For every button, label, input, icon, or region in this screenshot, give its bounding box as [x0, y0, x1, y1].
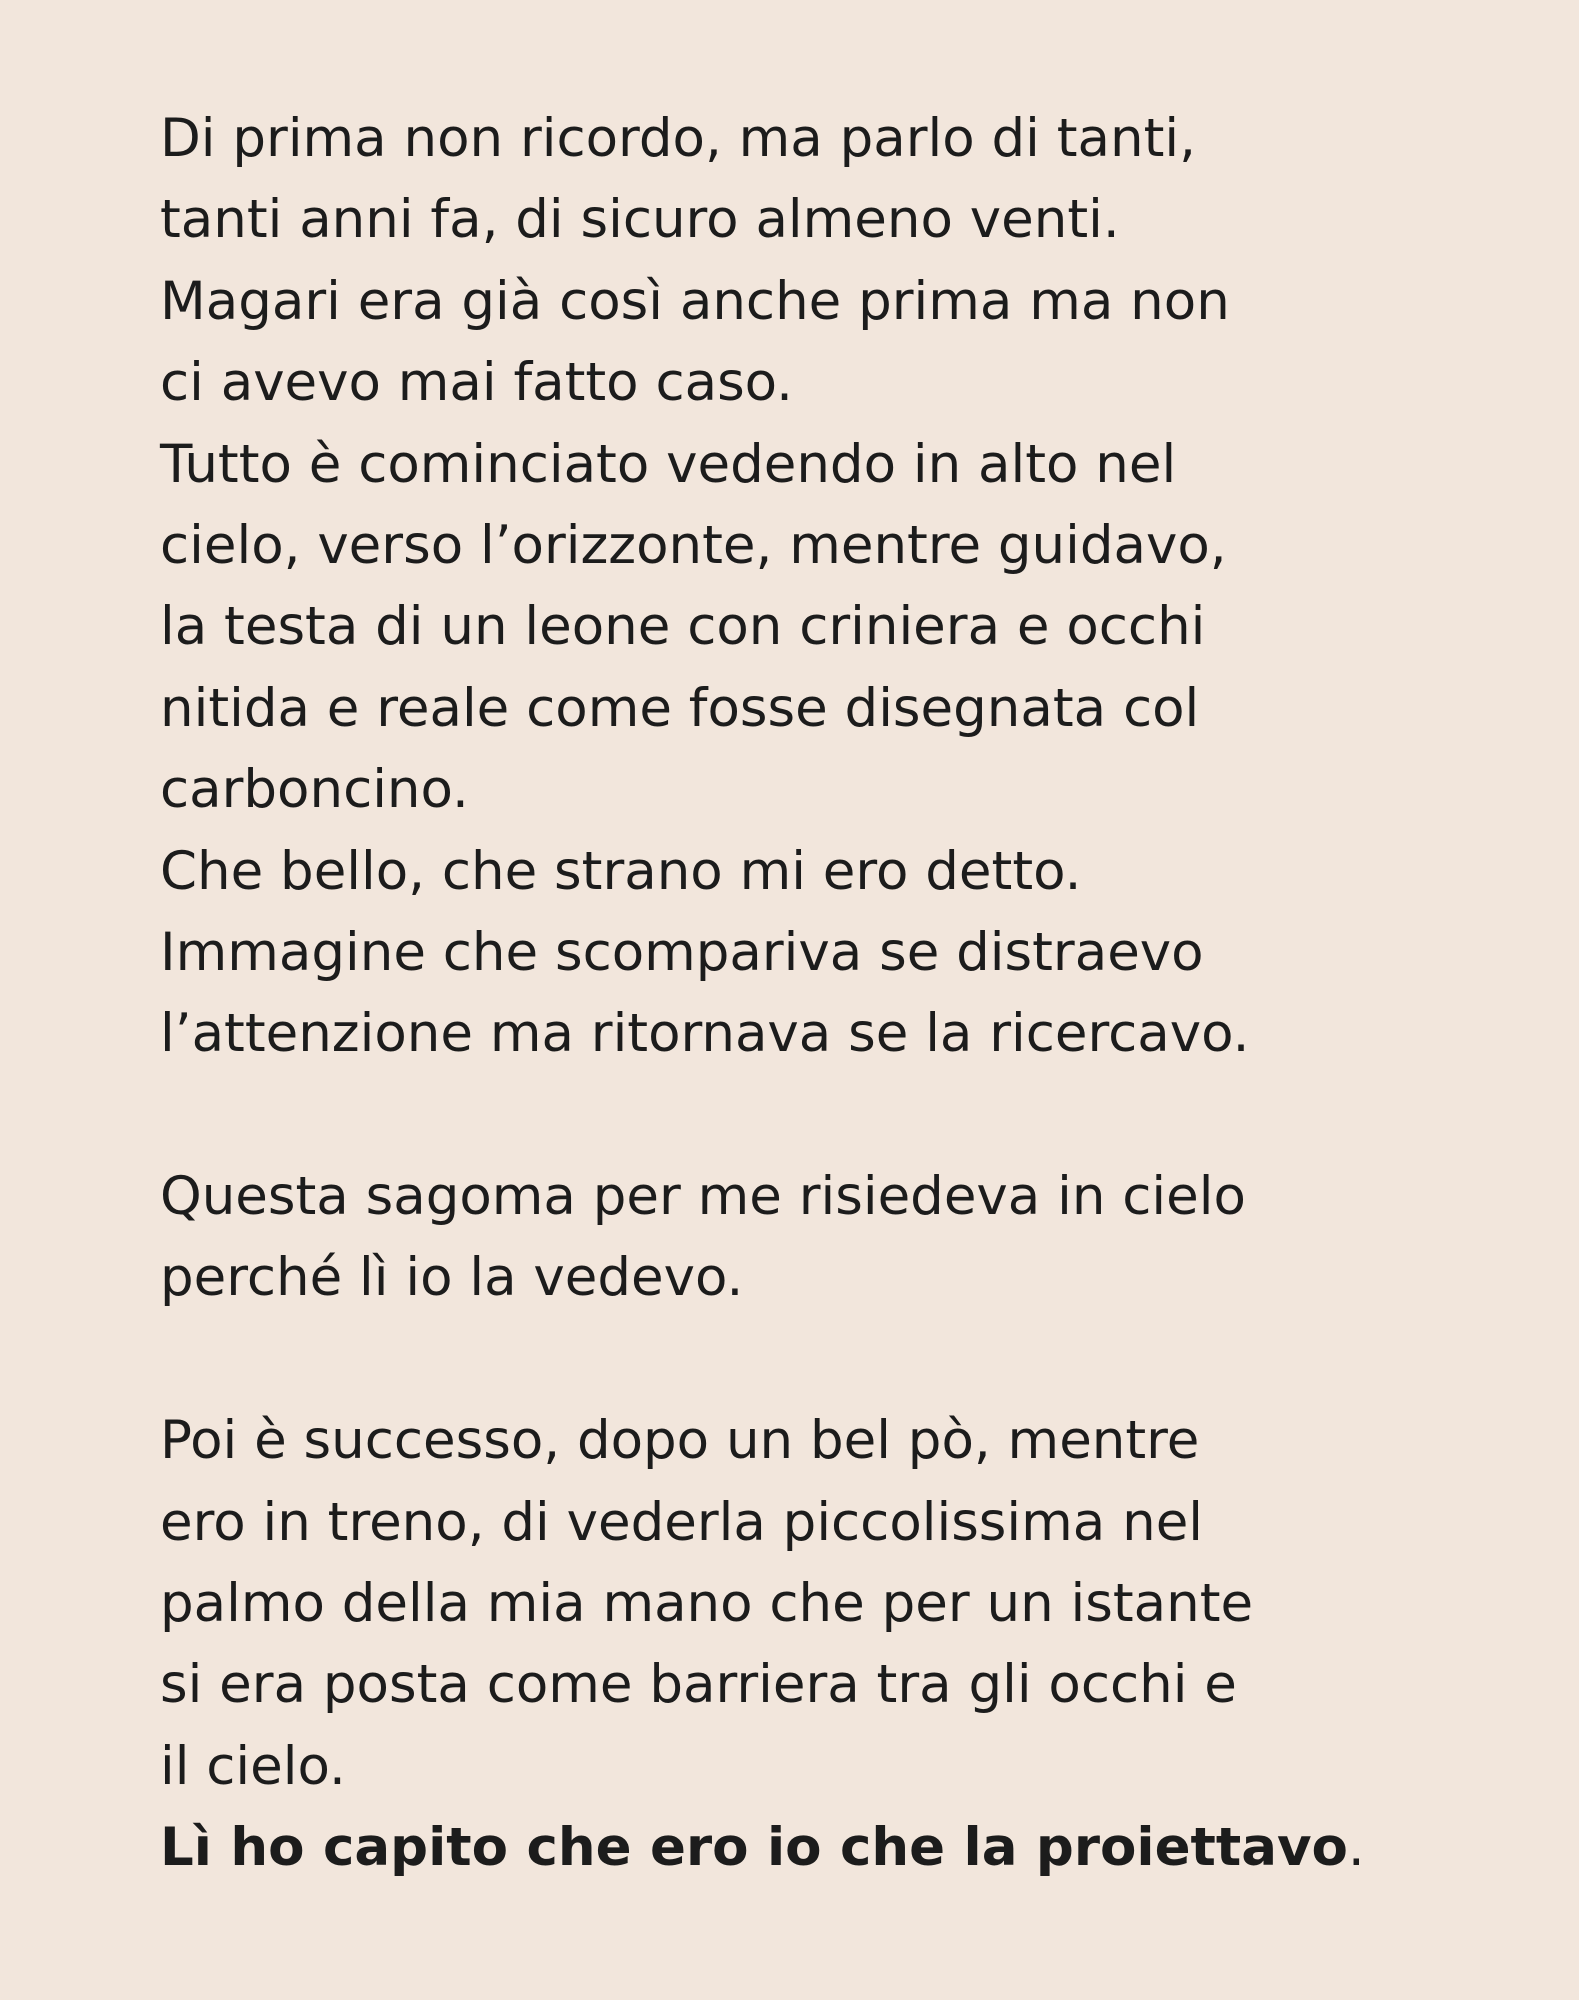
text-line: ero in treno, di vederla piccolissima nel [160, 1491, 1204, 1553]
paragraph-1 [160, 98, 1460, 1075]
text-line: si era posta come barriera tra gli occhi e [160, 1654, 1237, 1716]
text-line: Questa sagoma per me risiedeva in cielo [160, 1166, 1246, 1228]
text-block [160, 98, 1460, 1889]
text-line: Di prima non ricordo, ma parlo di tanti, [160, 108, 1196, 169]
paragraph-3 [160, 1400, 1460, 1807]
text-line: nitida e reale come fosse disegnata col [160, 677, 1200, 739]
paragraph-gap [160, 1075, 1460, 1156]
closing-punctuation: . [1347, 1817, 1365, 1879]
text-line: tanti anni fa, di sicuro almeno venti. [160, 189, 1120, 251]
text-line: palmo della mia mano che per un istante [160, 1573, 1254, 1635]
closing-bold-text: Lì ho capito che ero io che la proiettavo [160, 1817, 1348, 1879]
text-line: cielo, verso l’orizzonte, mentre guidavo, [160, 514, 1227, 576]
paragraph-gap [160, 1319, 1460, 1400]
text-line: ci avevo mai fatto caso. [160, 352, 794, 414]
text-line: l’attenzione ma ritornava se la ricercavo. [160, 1003, 1250, 1065]
text-line: carboncino. [160, 759, 469, 821]
text-line: Immagine che scompariva se distraevo [160, 921, 1204, 983]
text-line: perché lì io la vedevo. [160, 1247, 744, 1309]
closing-line [160, 1807, 1460, 1888]
text-line: Che bello, che strano mi ero detto. [160, 840, 1082, 902]
text-line: la testa di un leone con criniera e occhi [160, 596, 1206, 658]
text-line: Tutto è cominciato vedendo in alto nel [160, 433, 1177, 495]
text-line: il cielo. [160, 1735, 346, 1797]
paragraph-2 [160, 1156, 1460, 1319]
text-line: Poi è successo, dopo un bel pò, mentre [160, 1410, 1200, 1472]
text-line: Magari era già così anche prima ma non [160, 270, 1230, 332]
